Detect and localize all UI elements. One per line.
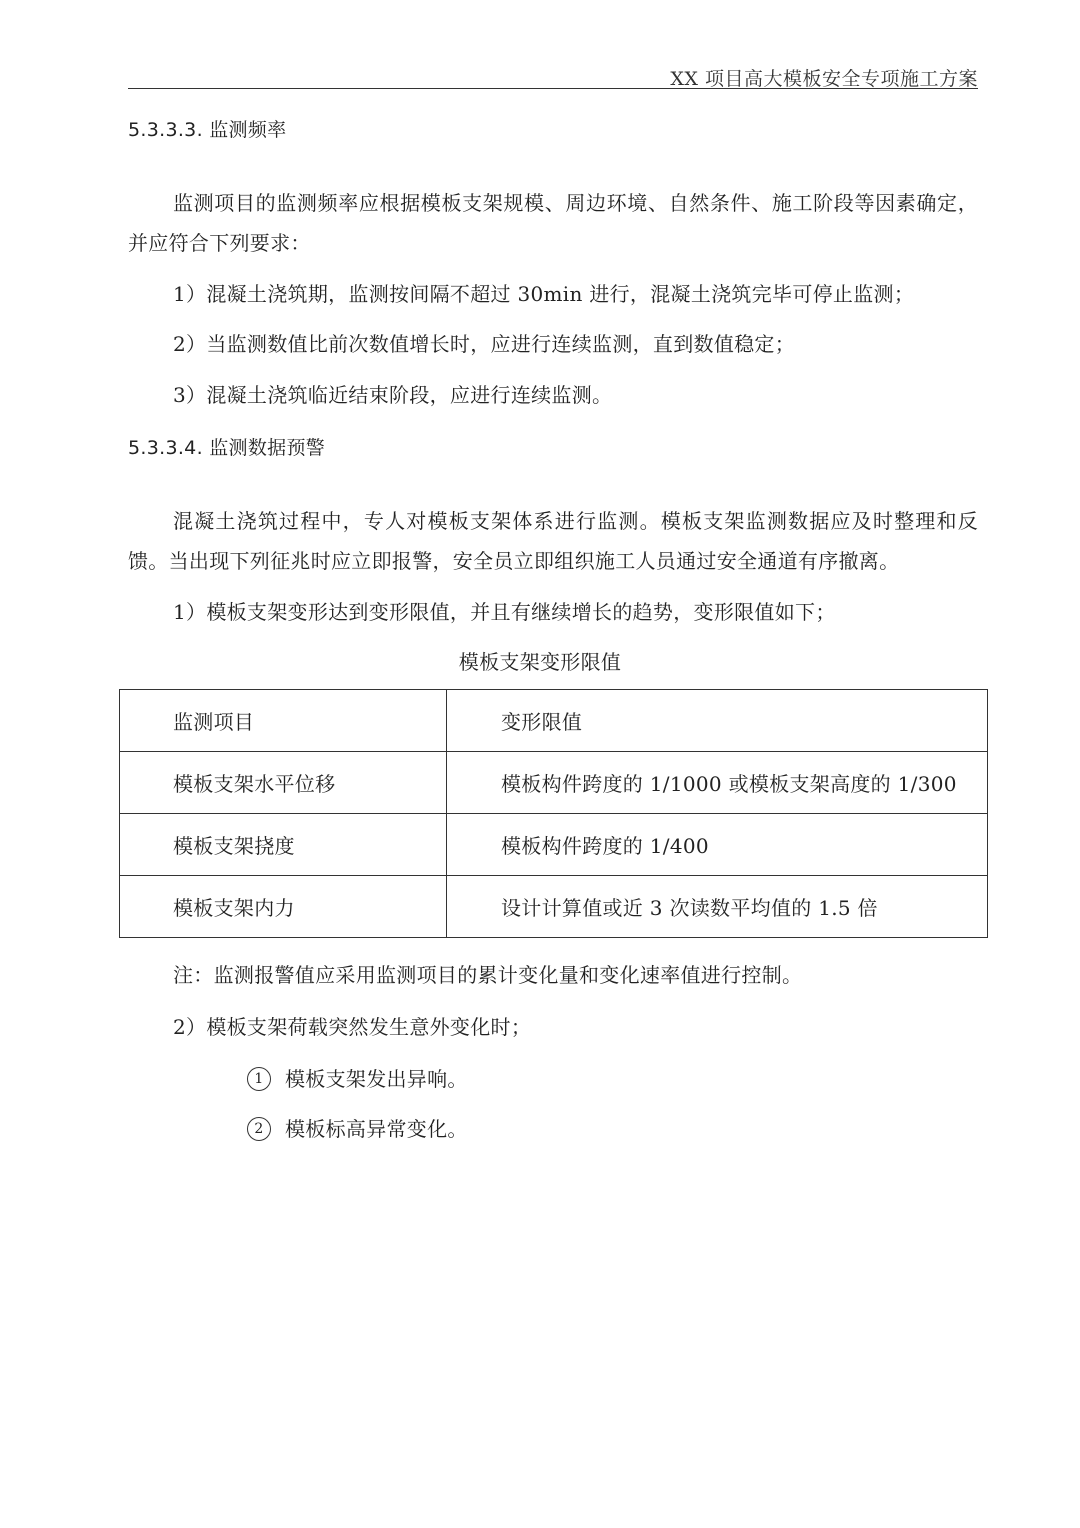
document-header-title: XX 项目高大模板安全专项施工方案 — [670, 68, 978, 90]
table-cell: 模板支架水平位移 — [120, 752, 447, 814]
paragraph-monitoring-frequency: 监测项目的监测频率应根据模板支架规模、周边环境、自然条件、施工阶段等因素确定，并应符合下列要求： — [128, 191, 978, 255]
sub-list-item-text: 模板支架发出异响。 — [285, 1067, 468, 1091]
circled-number-marker: 1 — [247, 1067, 271, 1091]
table-header-row — [120, 690, 988, 752]
heading-5-3-3-4: 5.3.3.4. 监测数据预警 — [128, 437, 326, 459]
sub-list-item — [247, 1117, 468, 1143]
sub-list-item — [247, 1067, 468, 1093]
table-header-cell: 变形限值 — [447, 690, 988, 752]
table-cell: 模板支架挠度 — [120, 814, 447, 876]
table-note: 注：监测报警值应采用监测项目的累计变化量和变化速率值进行控制。 — [173, 963, 803, 987]
table-header-cell: 监测项目 — [120, 690, 447, 752]
circled-number-marker: 2 — [247, 1117, 271, 1141]
list-item-warning-1: 1）模板支架变形达到变形限值，并且有继续增长的趋势，变形限值如下； — [173, 600, 836, 624]
table-cell: 模板构件跨度的 1/400 — [447, 814, 988, 876]
paragraph-data-warning: 混凝土浇筑过程中，专人对模板支架体系进行监测。模板支架监测数据应及时整理和反馈。当出现下列征兆时应立即报警，安全员立即组织施工人员通过安全通道有序撤离。 — [128, 509, 978, 573]
table-cell: 设计计算值或近 3 次读数平均值的 1.5 倍 — [447, 876, 988, 938]
sub-list-item-text: 模板标高异常变化。 — [285, 1117, 468, 1141]
deformation-limits-table — [119, 689, 988, 938]
table-cell: 模板构件跨度的 1/1000 或模板支架高度的 1/300 — [447, 752, 988, 814]
list-item-frequency-2: 2）当监测数值比前次数值增长时，应进行连续监测，直到数值稳定； — [173, 332, 796, 356]
table-row — [120, 876, 988, 938]
list-item-warning-2: 2）模板支架荷载突然发生意外变化时； — [173, 1015, 532, 1039]
table-cell: 模板支架内力 — [120, 876, 447, 938]
list-item-frequency-1: 1）混凝土浇筑期，监测按间隔不超过 30min 进行，混凝土浇筑完毕可停止监测； — [173, 282, 915, 306]
list-item-frequency-3: 3）混凝土浇筑临近结束阶段，应进行连续监测。 — [173, 383, 613, 407]
heading-5-3-3-3: 5.3.3.3. 监测频率 — [128, 119, 287, 141]
table-row — [120, 752, 988, 814]
header-rule — [128, 88, 978, 89]
table-caption: 模板支架变形限值 — [458, 650, 622, 674]
table-row — [120, 814, 988, 876]
